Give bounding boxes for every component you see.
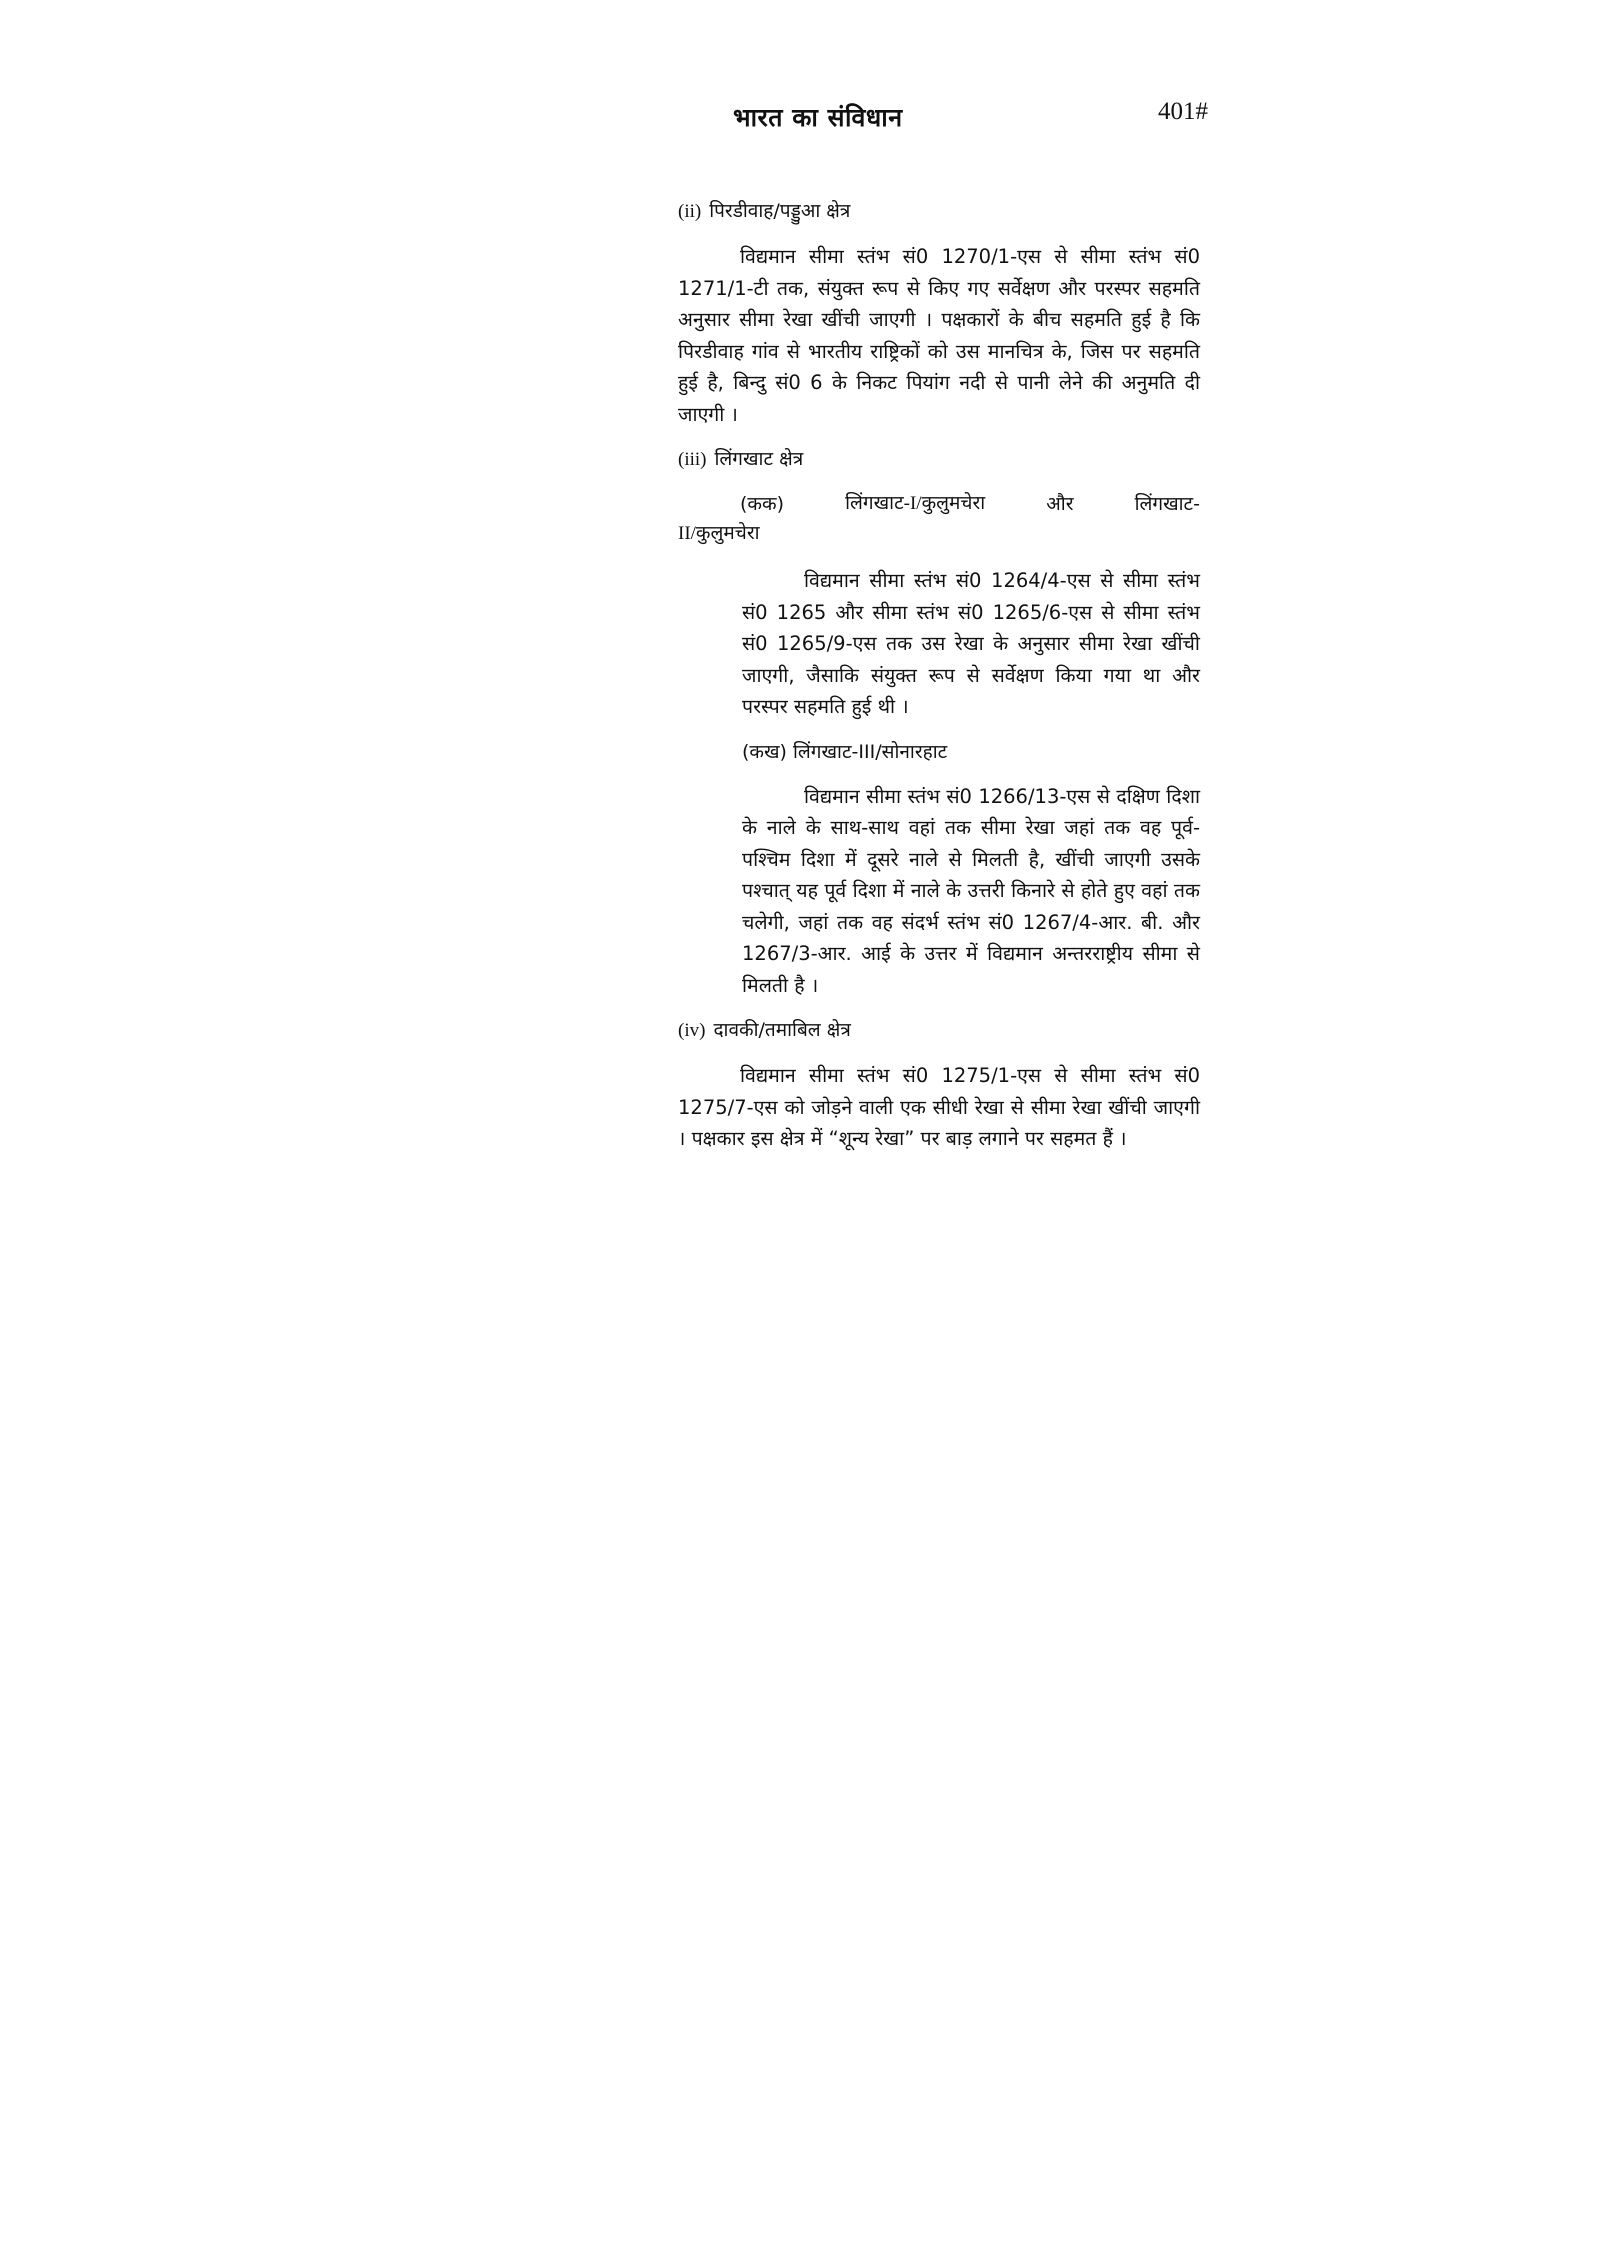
- page-header: [0, 0, 1600, 160]
- subsection-kak-block: [742, 565, 1200, 723]
- section-heading-iv: [678, 1015, 1200, 1046]
- subsection-title-part: लिंगखाट-I/कुलुमचेरा: [845, 493, 986, 514]
- page-number: 401#: [1158, 98, 1208, 125]
- page-title: भारत का संविधान: [733, 103, 903, 132]
- document-body: [678, 196, 1200, 1169]
- subsection-title-part: और: [1046, 493, 1074, 515]
- section-label: (iii): [678, 449, 707, 470]
- subsection-title-part: लिंगखाट-: [1134, 493, 1200, 515]
- section-iv-paragraph: विद्यमान सीमा स्तंभ सं0 1275/1-एस से सीमा स्तंभ सं0 1275/7-एस को जोड़ने वाली एक सीधी रेखा से सीमा रेखा खींची जाएगी । पक्षकार इस क्षेत्र में “शून्य रेखा” पर बाड़ लगाने पर सहमत हैं ।: [678, 1064, 1200, 1150]
- section-title: दावकी/तमाबिल क्षेत्र: [713, 1019, 851, 1041]
- section-heading-iii: [678, 444, 1200, 475]
- section-title: पिरडीवाह/पड्डुआ क्षेत्र: [709, 200, 851, 222]
- section-label: (ii): [678, 201, 702, 222]
- subsection-label: (कक): [740, 493, 785, 515]
- subsection-heading-kak: [678, 489, 1200, 549]
- subsection-kakh-block: [742, 781, 1200, 1002]
- subsection-kakh-paragraph: विद्यमान सीमा स्तंभ सं0 1266/13-एस से दक्षिण दिशा के नाले के साथ-साथ वहां तक सीमा रेखा जहां तक वह पूर्व-पश्चिम दिशा में दूसरे नाले से मिलती है, खींची जाएगी उसके पश्चात् यह पूर्व दिशा में नाले के उत्तरी किनारे से होते हुए वहां तक चलेगी, जहां तक वह संदर्भ स्तंभ सं0 1267/4-आर. बी. और 1267/3-आर. आई के उत्तर में विद्यमान अन्तरराष्ट्रीय सीमा से मिलती है ।: [742, 784, 1200, 997]
- subsection-heading-kakh: (कख) लिंगखाट-III/सोनारहाट: [742, 740, 948, 763]
- section-title: लिंगखाट क्षेत्र: [714, 448, 804, 470]
- section-label: (iv): [678, 1020, 706, 1041]
- section-heading-ii: [678, 196, 1200, 227]
- subsection-title-continuation: II/कुलुमचेरा: [678, 523, 760, 544]
- subsection-kak-paragraph: विद्यमान सीमा स्तंभ सं0 1264/4-एस से सीमा स्तंभ सं0 1265 और सीमा स्तंभ सं0 1265/6-एस से सीमा स्तंभ सं0 1265/9-एस तक उस रेखा के अनुसार सीमा रेखा खींची जाएगी, जैसाकि संयुक्त रूप से सर्वेक्षण किया गया था और परस्पर सहमति हुई थी ।: [742, 569, 1200, 718]
- section-ii-paragraph: विद्यमान सीमा स्तंभ सं0 1270/1-एस से सीमा स्तंभ सं0 1271/1-टी तक, संयुक्त रूप से किए गए सर्वेक्षण और परस्पर सहमति अनुसार सीमा रेखा खींची जाएगी । पक्षकारों के बीच सहमति हुई है कि पिरडीवाह गांव से भारतीय राष्ट्रिकों को उस मानचित्र के, जिस पर सहमति हुई है, बिन्दु सं0 6 के निकट पियांग नदी से पानी लेने की अनुमति दी जाएगी ।: [678, 245, 1200, 426]
